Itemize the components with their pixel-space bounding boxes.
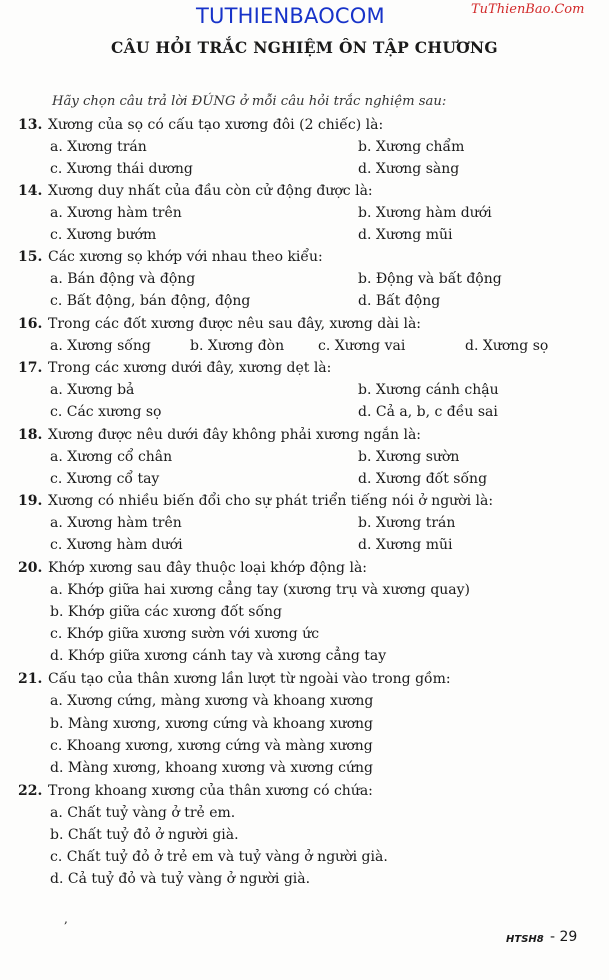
option-22d: d. Cả tuỷ đỏ và tuỷ vàng ở người già.	[50, 871, 311, 887]
option-18d: d. Xương đốt sống	[358, 471, 488, 487]
option-21c: c. Khoang xương, xương cứng và màng xương	[50, 738, 373, 754]
option-19b: b. Xương trán	[358, 515, 456, 531]
question-text: Xương của sọ có cấu tạo xương đôi (2 chiếc) là:	[48, 117, 384, 133]
option-20a: a. Khớp giữa hai xương cẳng tay (xương trụ và xương quay)	[50, 582, 471, 598]
question-text: Các xương sọ khớp với nhau theo kiểu:	[48, 249, 323, 265]
question-number: 21.	[18, 671, 43, 687]
option-21b: b. Màng xương, xương cứng và khoang xương	[50, 716, 373, 732]
option-20b: b. Khớp giữa các xương đốt sống	[50, 604, 283, 620]
question-text: Cấu tạo của thân xương lần lượt từ ngoài vào trong gồm:	[48, 671, 451, 687]
question-14	[18, 182, 373, 200]
question-16	[18, 315, 421, 333]
option-20c: c. Khớp giữa xương sườn với xương ức	[50, 626, 320, 642]
question-13	[18, 116, 383, 134]
question-number: 14.	[18, 183, 43, 199]
option-16b: b. Xương đòn	[190, 338, 285, 354]
option-18a: a. Xương cổ chân	[50, 449, 173, 465]
question-17	[18, 359, 331, 377]
option-17c: c. Các xương sọ	[50, 404, 162, 420]
option-14b: b. Xương hàm dưới	[358, 205, 492, 221]
option-16c: c. Xương vai	[318, 338, 406, 354]
option-19d: d. Xương mũi	[358, 537, 453, 553]
option-15d: d. Bất động	[358, 293, 441, 309]
option-20d: d. Khớp giữa xương cánh tay và xương cẳng tay	[50, 648, 387, 664]
question-text: Khớp xương sau đây thuộc loại khớp động là:	[48, 560, 368, 576]
question-number: 18.	[18, 427, 43, 443]
question-text: Xương được nêu dưới đây không phải xương ngắn là:	[48, 427, 422, 443]
question-text: Xương duy nhất của đầu còn cử động được là:	[48, 183, 373, 199]
option-13c: c. Xương thái dương	[50, 161, 193, 177]
instructions: Hãy chọn câu trả lời ĐÚNG ở mỗi câu hỏi trắc nghiệm sau:	[52, 94, 447, 109]
option-14d: d. Xương mũi	[358, 227, 453, 243]
question-text: Trong các xương dưới đây, xương dẹt là:	[48, 360, 332, 376]
question-18	[18, 426, 421, 444]
question-number: 17.	[18, 360, 43, 376]
page-title: CÂU HỎI TRẮC NGHIỆM ÔN TẬP CHƯƠNG	[111, 38, 498, 57]
option-21a: a. Xương cứng, màng xương và khoang xương	[50, 693, 374, 709]
question-21	[18, 670, 451, 688]
question-text: Xương có nhiều biến đổi cho sự phát triển tiếng nói ở người là:	[48, 493, 494, 509]
option-14a: a. Xương hàm trên	[50, 205, 182, 221]
option-22a: a. Chất tuỷ vàng ở trẻ em.	[50, 805, 236, 821]
question-number: 19.	[18, 493, 43, 509]
footer-code: HTSH8	[506, 934, 544, 945]
option-21d: d. Màng xương, khoang xương và xương cứng	[50, 760, 373, 776]
question-22	[18, 782, 373, 800]
question-number: 20.	[18, 560, 43, 576]
question-19	[18, 492, 493, 510]
question-number: 16.	[18, 316, 43, 332]
option-19c: c. Xương hàm dưới	[50, 537, 183, 553]
option-22c: c. Chất tuỷ đỏ ở trẻ em và tuỷ vàng ở người già.	[50, 849, 388, 865]
page-number: - 29	[550, 929, 578, 945]
brand-watermark: TuThienBao.Com	[471, 2, 585, 17]
question-number: 22.	[18, 783, 43, 799]
option-18b: b. Xương sườn	[358, 449, 460, 465]
option-19a: a. Xương hàm trên	[50, 515, 182, 531]
question-number: 13.	[18, 117, 43, 133]
option-15b: b. Động và bất động	[358, 271, 502, 287]
question-number: 15.	[18, 249, 43, 265]
option-15c: c. Bất động, bán động, động	[50, 293, 251, 309]
question-text: Trong khoang xương của thân xương có chứa:	[48, 783, 373, 799]
option-18c: c. Xương cổ tay	[50, 471, 160, 487]
question-15	[18, 248, 323, 266]
question-text: Trong các đốt xương được nêu sau đây, xương dài là:	[48, 316, 422, 332]
option-17d: d. Cả a, b, c đều sai	[358, 404, 498, 420]
option-14c: c. Xương bướm	[50, 227, 157, 243]
site-header: TUTHIENBAOCOM	[196, 4, 385, 28]
option-15a: a. Bán động và động	[50, 271, 196, 287]
option-16a: a. Xương sống	[50, 338, 151, 354]
option-13d: d. Xương sàng	[358, 161, 460, 177]
option-13b: b. Xương chẩm	[358, 139, 465, 155]
option-13a: a. Xương trán	[50, 139, 147, 155]
stray-mark: ,	[64, 912, 68, 926]
option-17b: b. Xương cánh chậu	[358, 382, 499, 398]
question-20	[18, 559, 367, 577]
option-17a: a. Xương bả	[50, 382, 135, 398]
option-16d: d. Xương sọ	[465, 338, 549, 354]
option-22b: b. Chất tuỷ đỏ ở người già.	[50, 827, 239, 843]
